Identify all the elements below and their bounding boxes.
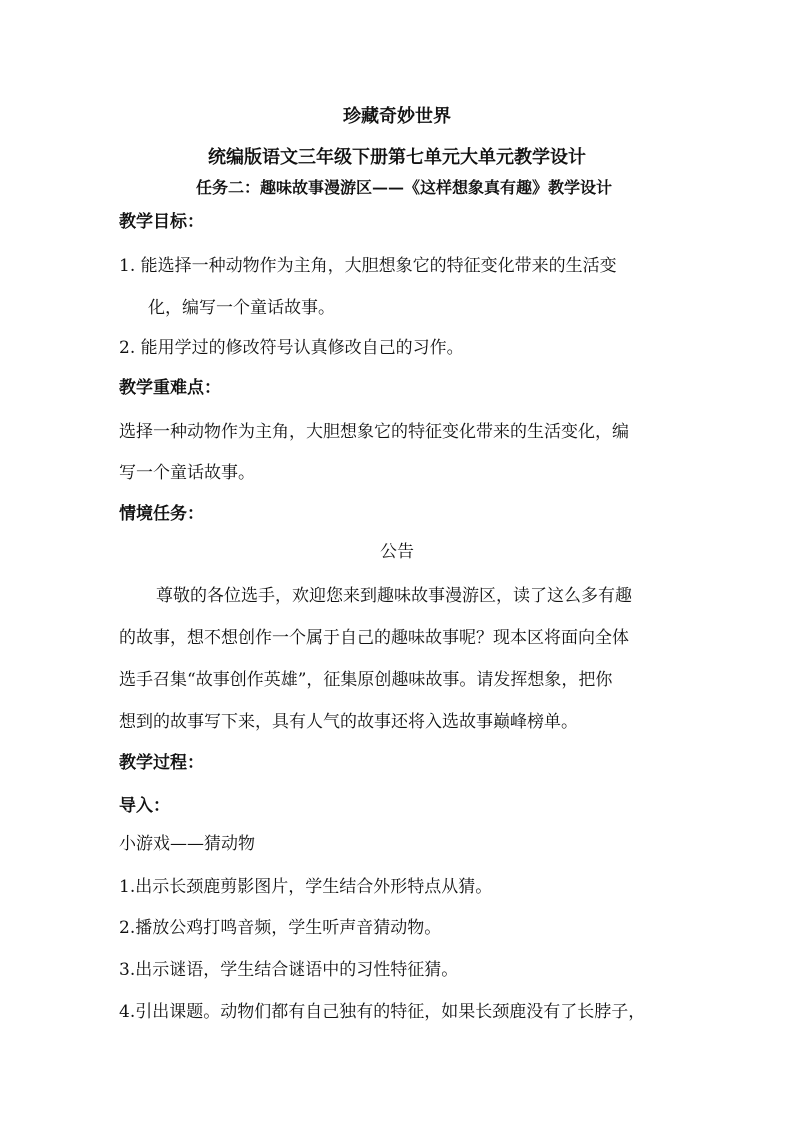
goals-heading: 教学目标：: [119, 212, 204, 232]
game-title: 小游戏——猜动物: [119, 834, 255, 854]
step-4: 4.引出课题。动物们都有自己独有的特征，如果长颈鹿没有了长脖子，: [119, 1002, 646, 1022]
document-subtitle: 统编版语文三年级下册第七单元大单元教学设计: [208, 147, 586, 168]
step-2: 2.播放公鸡打鸣音频，学生听声音猜动物。: [119, 918, 442, 938]
scenario-heading: 情境任务：: [119, 504, 204, 524]
document-title: 珍藏奇妙世界: [343, 106, 451, 127]
goal-1-line-1: 1. 能选择一种动物作为主角，大胆想象它的特征变化带来的生活变: [119, 256, 617, 276]
goal-1-line-2: 化，编写一个童话故事。: [148, 298, 335, 318]
notice-line-4: 想到的故事写下来，具有人气的故事还将入选故事巅峰榜单。: [119, 712, 578, 732]
step-3: 3.出示谜语，学生结合谜语中的习性特征猜。: [119, 960, 459, 980]
notice-line-2: 的故事，想不想创作一个属于自己的趣味故事呢？现本区将面向全体: [119, 628, 629, 648]
step-1: 1.出示长颈鹿剪影图片，学生结合外形特点从猜。: [119, 877, 493, 897]
key-points-line-2: 写一个童话故事。: [119, 463, 255, 483]
key-points-line-1: 选择一种动物作为主角，大胆想象它的特征变化带来的生活变化，编: [119, 422, 629, 442]
task-title: 任务二：趣味故事漫游区——《这样想象真有趣》教学设计: [196, 178, 613, 197]
notice-title: 公告: [380, 542, 414, 562]
notice-line-1: 尊敬的各位选手，欢迎您来到趣味故事漫游区，读了这么多有趣: [156, 586, 632, 606]
process-heading: 教学过程：: [119, 753, 204, 773]
intro-heading: 导入：: [119, 796, 170, 816]
notice-line-3: 选手召集“故事创作英雄”，征集原创趣味故事。请发挥想象，把你: [119, 670, 613, 690]
goal-2: 2. 能用学过的修改符号认真修改自己的习作。: [119, 338, 464, 358]
key-points-heading: 教学重难点：: [119, 378, 221, 398]
